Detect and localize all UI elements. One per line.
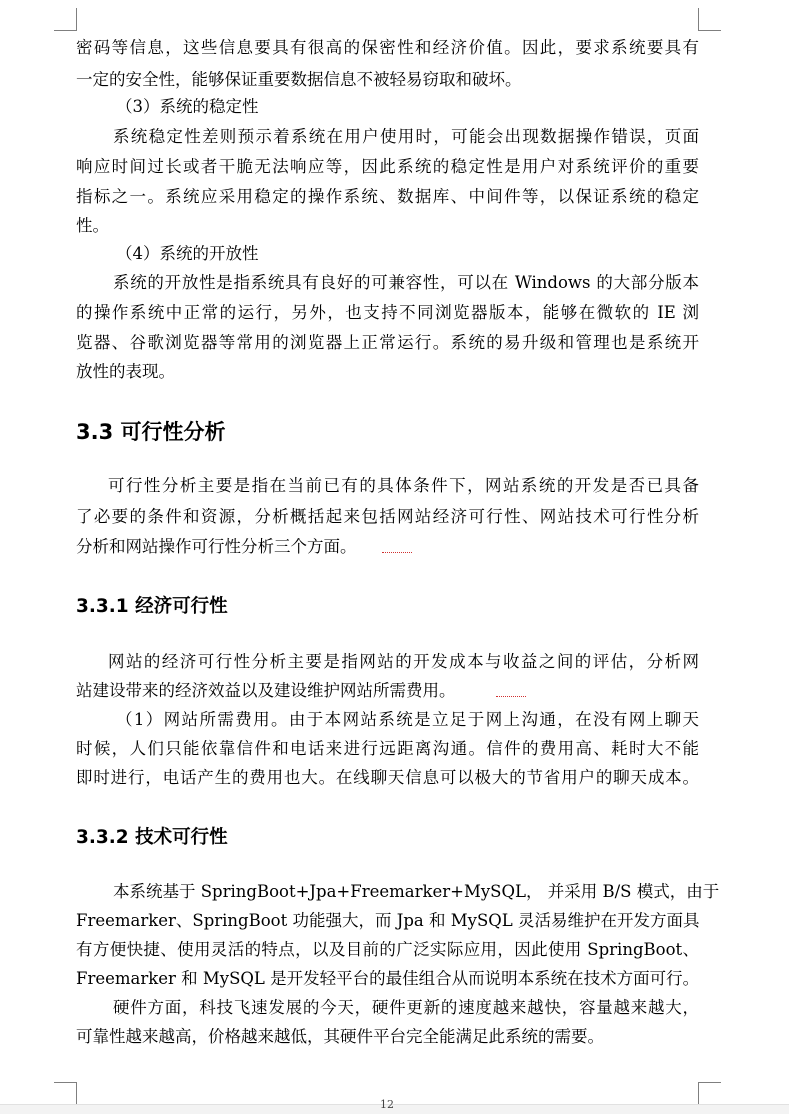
corner-mark-bottom-left bbox=[54, 1082, 77, 1105]
text-line: Freemarker、SpringBoot 功能强大，而 Jpa 和 MySQL 灵活易维护在开发方面具 bbox=[76, 911, 700, 930]
corner-mark-bottom-right bbox=[698, 1082, 721, 1105]
spellcheck-mark bbox=[382, 548, 412, 553]
text-line: 了必要的条件和资源，分析概括起来包括网站经济可行性、网站技术可行性分析 bbox=[76, 507, 699, 526]
text-line: 响应时间过长或者干脆无法响应等，因此系统的稳定性是用户对系统评价的重要 bbox=[76, 157, 699, 176]
text-line: 本系统基于 SpringBoot+Jpa+Freemarker+MySQL， 并采用 B/S 模式，由于 bbox=[113, 882, 720, 901]
section-heading-3-3: 3.3 可行性分析 bbox=[76, 420, 226, 444]
list-heading: （4）系统的开放性 bbox=[116, 244, 259, 263]
text-line: Freemarker 和 MySQL 是开发轻平台的最佳组合从而说明本系统在技术方面可行。 bbox=[76, 969, 700, 988]
list-heading: （3）系统的稳定性 bbox=[116, 97, 259, 116]
spellcheck-mark bbox=[496, 692, 526, 697]
text-line: 网站的经济可行性分析主要是指网站的开发成本与收益之间的评估，分析网 bbox=[108, 652, 699, 671]
text-line: 系统的开放性是指系统具有良好的可兼容性，可以在 Windows 的大部分版本 bbox=[113, 273, 699, 292]
text-line: 性。 bbox=[76, 216, 109, 235]
text-line: 时候，人们只能依靠信件和电话来进行远距离沟通。信件的费用高、耗时大不能 bbox=[76, 739, 699, 758]
text-line: 即时进行，电话产生的费用也大。在线聊天信息可以极大的节省用户的聊天成本。 bbox=[76, 768, 699, 787]
text-line: 站建设带来的经济效益以及建设维护网站所需费用。 bbox=[76, 681, 456, 700]
text-line: 系统稳定性差则预示着系统在用户使用时，可能会出现数据操作错误，页面 bbox=[113, 127, 699, 146]
text-line: 密码等信息，这些信息要具有很高的保密性和经济价值。因此，要求系统要具有 bbox=[76, 38, 699, 57]
section-heading-3-3-1: 3.3.1 经济可行性 bbox=[76, 596, 228, 617]
text-line: 指标之一。系统应采用稳定的操作系统、数据库、中间件等，以保证系统的稳定 bbox=[76, 187, 699, 206]
corner-mark-top-right bbox=[698, 8, 721, 31]
text-line: 有方便快捷、使用灵活的特点，以及目前的广泛实际应用，因此使用 SpringBoot、 bbox=[76, 940, 699, 959]
text-line: 分析和网站操作可行性分析三个方面。 bbox=[76, 537, 357, 556]
text-line: 可行性分析主要是指在当前已有的具体条件下，网站系统的开发是否已具备 bbox=[108, 476, 699, 495]
text-line: 可靠性越来越高，价格越来越低，其硬件平台完全能满足此系统的需要。 bbox=[76, 1027, 604, 1046]
text-line: 一定的安全性，能够保证重要数据信息不被轻易窃取和破坏。 bbox=[76, 70, 522, 89]
text-line: 硬件方面，科技飞速发展的今天，硬件更新的速度越来越快，容量越来越大， bbox=[113, 998, 699, 1017]
text-line: （1）网站所需费用。由于本网站系统是立足于网上沟通，在没有网上聊天 bbox=[116, 710, 699, 729]
text-line: 的操作系统中正常的运行，另外，也支持不同浏览器版本，能够在微软的 IE 浏 bbox=[76, 303, 699, 322]
page-number: 12 bbox=[380, 1098, 394, 1111]
text-line: 览器、谷歌浏览器等常用的浏览器上正常运行。系统的易升级和管理也是系统开 bbox=[76, 333, 699, 352]
corner-mark-top-left bbox=[54, 8, 77, 31]
section-heading-3-3-2: 3.3.2 技术可行性 bbox=[76, 827, 228, 848]
text-line: 放性的表现。 bbox=[76, 362, 175, 381]
